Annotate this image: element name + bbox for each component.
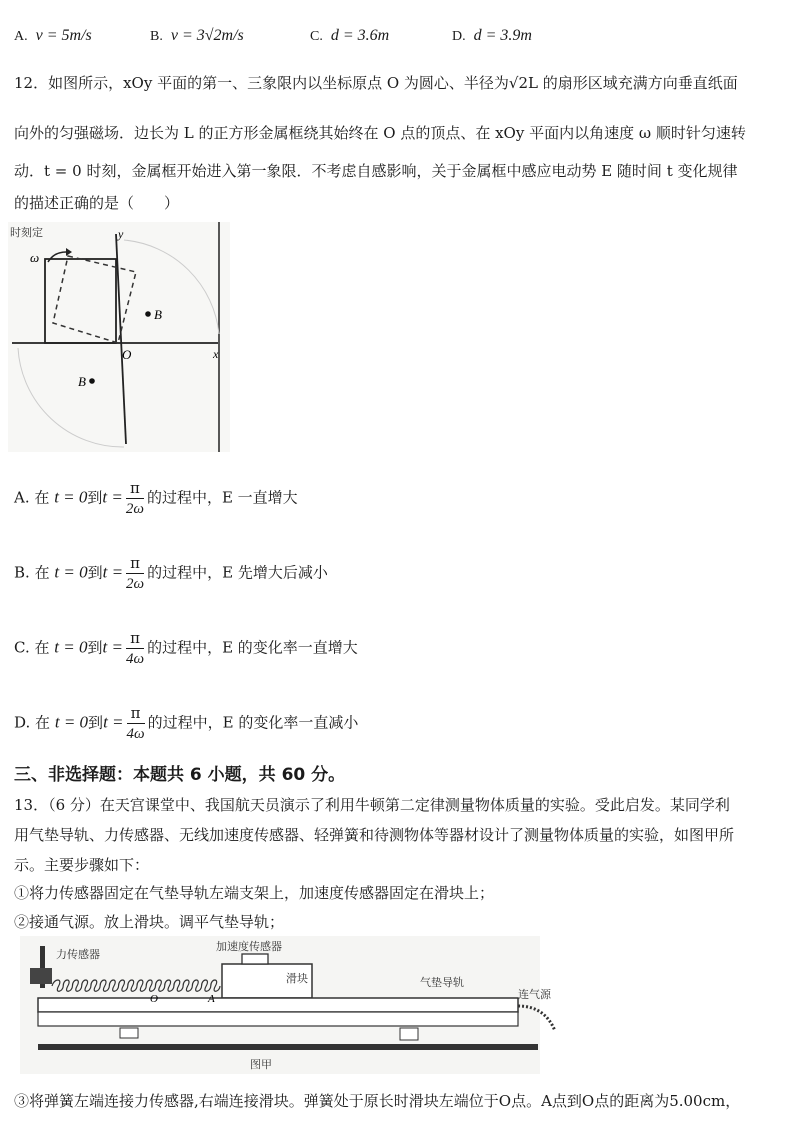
air-track-top	[38, 998, 518, 1012]
q12-line2: 向外的匀强磁场．边长为 L 的正方形金属框绕其始终在 O 点的顶点、在 xOy 平面内以角速度 ω 顺时针匀速转	[14, 124, 746, 142]
foot-right	[400, 1028, 418, 1040]
figure-caption: 图甲	[250, 1058, 272, 1071]
answer-b: B. 在 t = 0到t = $\frac{\pi}{2\omega}$ 的过程中，E 先增大后减小	[14, 554, 328, 592]
fraction-b: $\frac{\pi}{2\omega}$	[126, 554, 145, 592]
answer-c: C. 在 t = 0到t = $\frac{\pi}{4\omega}$ 的过程中，E 的变化率一直增大	[14, 629, 358, 667]
answer-d: D. 在 t = 0到t = $\frac{\pi}{4\omega}$ 的过程中，E 的变化率一直减小	[14, 704, 359, 742]
option-a: A. v = 5m/s	[14, 27, 92, 44]
point-a-label: A	[208, 993, 215, 1005]
foot-left	[120, 1028, 138, 1038]
option-b: B. v = 3√2m/s	[150, 27, 244, 44]
answer-a: A. 在 t = 0到t = $\frac{\pi}{2\omega}$ 的过程中，E 一直增大	[14, 479, 298, 517]
origin-label: O	[122, 347, 132, 362]
fraction-a: $\frac{\pi}{2\omega}$	[125, 479, 144, 517]
section-heading: 三、非选择题：本题共 6 小题，共 60 分。	[14, 765, 346, 785]
omega-label: ω	[30, 250, 40, 265]
q12-line1: 12．如图所示，xOy 平面的第一、三象限内以坐标原点 O 为圆心、半径为√2L 的扇形区域充满方向垂直纸面	[14, 74, 738, 92]
sector-field-figure	[8, 222, 230, 452]
option-d: D. d = 3.9m	[452, 27, 532, 44]
y-axis-label: y	[118, 227, 124, 241]
force-sensor-label: 力传感器	[56, 948, 100, 961]
q12-line4: 的描述正确的是（ ）	[14, 194, 180, 212]
air-track-scale-strip	[38, 1012, 518, 1026]
ground-base	[38, 1044, 538, 1050]
q13-line2: 用气垫导轨、力传感器、无线加速度传感器、轻弹簧和待测物体等器材设计了测量物体质量的实验，如图甲所	[14, 826, 735, 844]
q13-line1: 13．（6 分）在天宫课堂中、我国航天员演示了利用牛顿第二定律测量物体质量的实验。受此启发。某同学利	[14, 796, 730, 814]
fraction-c: $\frac{\pi}{4\omega}$	[125, 629, 145, 667]
q13-line3: 示。主要步骤如下：	[14, 856, 150, 874]
option-c: C. d = 3.6m	[310, 27, 390, 44]
fraction-d: $\frac{\pi}{4\omega}$	[126, 704, 145, 742]
q12-line3: 动．t = 0 时刻，金属框开始进入第一象限．不考虑自感影响，关于金属框中感应电动势 E 随时间 t 变化规律	[14, 162, 738, 180]
b-dot-q1	[145, 311, 151, 317]
x-axis-label: x	[213, 347, 219, 361]
air-track-label: 气垫导轨	[420, 976, 464, 989]
q13-step1: ①将力传感器固定在气垫导轨左端支架上，加速度传感器固定在滑块上；	[14, 884, 495, 902]
q13-step3: ③将弹簧左端连接力传感器,右端连接滑块。弹簧处于原长时滑块左端位于O点。A点到O点的距离为5.00cm，	[14, 1092, 741, 1110]
b-dot-q3	[89, 378, 95, 384]
accel-sensor-label: 加速度传感器	[216, 940, 282, 953]
q13-step2: ②接通气源。放上滑块。调平气垫导轨；	[14, 913, 285, 931]
slider-label: 滑块	[286, 972, 308, 985]
b-label-q3: B	[78, 374, 86, 389]
air-source-label: 连气源	[518, 988, 551, 1001]
force-sensor-block	[30, 968, 52, 984]
accel-sensor-block	[242, 954, 268, 964]
air-track-apparatus-figure	[20, 936, 551, 1074]
figure-corner-text: 时刻定	[10, 226, 43, 239]
b-label-q1: B	[154, 307, 162, 322]
point-o-label: O	[150, 993, 158, 1005]
